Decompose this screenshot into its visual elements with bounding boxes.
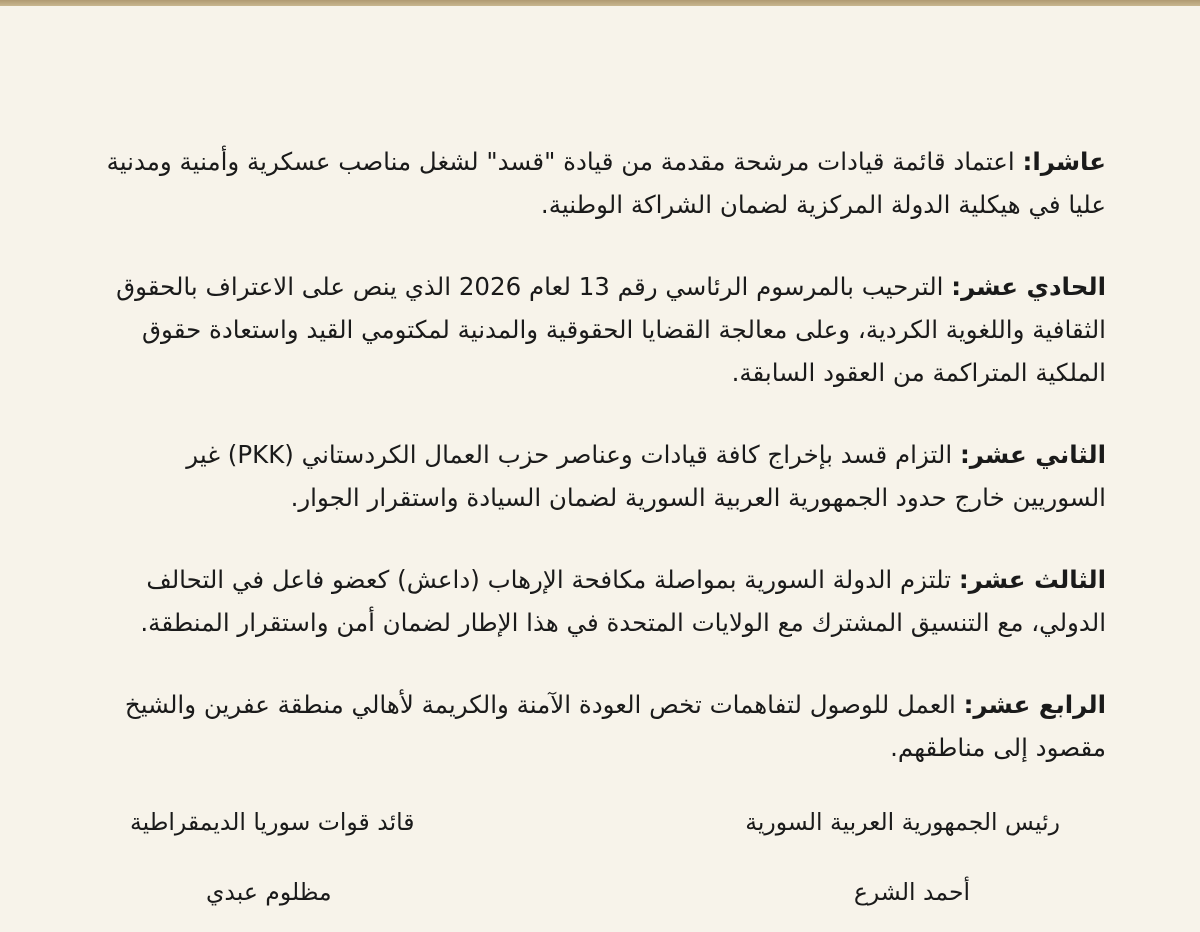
clause-label: الثالث عشر: (958, 565, 1106, 594)
clause-text: تلتزم الدولة السورية بمواصلة مكافحة الإرهاب (داعش) كعضو فاعل في التحالف الدولي، مع التنسيق المشترك مع الولايات المتحدة في هذا الإطار لضمان أمن واستقرار المنطقة. (140, 565, 1106, 637)
president-name: أحمد الشرع (853, 878, 970, 906)
clause-label: الثاني عشر: (959, 440, 1106, 469)
president-title: رئيس الجمهورية العربية السورية (745, 808, 1060, 836)
clause-text: اعتماد قائمة قيادات مرشحة مقدمة من قيادة "قسد" لشغل مناصب عسكرية وأمنية ومدنية عليا في هيكلية الدولة المركزية لضمان الشراكة الوطنية. (106, 147, 1106, 219)
sdf-commander-name: مظلوم عبدي (206, 878, 332, 906)
clause-text: العمل للوصول لتفاهمات تخص العودة الآمنة والكريمة لأهالي منطقة عفرين والشيخ مقصود إلى مناطقهم. (124, 690, 1106, 762)
sdf-commander-title: قائد قوات سوريا الديمقراطية (130, 808, 415, 836)
clause-label: عاشرا: (1022, 147, 1106, 176)
clause-label: الحادي عشر: (951, 272, 1106, 301)
clause-text: الترحيب بالمرسوم الرئاسي رقم 13 لعام 2026 الذي ينص على الاعتراف بالحقوق الثقافية واللغوية الكردية، وعلى معالجة القضايا الحقوقية والمدنية لمكتومي القيد واستعادة حقوق الملكية المتراكمة من العقود السابقة. (116, 272, 1106, 387)
clause-label: الرابع عشر: (963, 690, 1106, 719)
clause-text: التزام قسد بإخراج كافة قيادات وعناصر حزب العمال الكردستاني (PKK) غير السوريين خارج حدود الجمهورية العربية السورية لضمان السيادة واستقرار الجوار. (186, 440, 1106, 512)
